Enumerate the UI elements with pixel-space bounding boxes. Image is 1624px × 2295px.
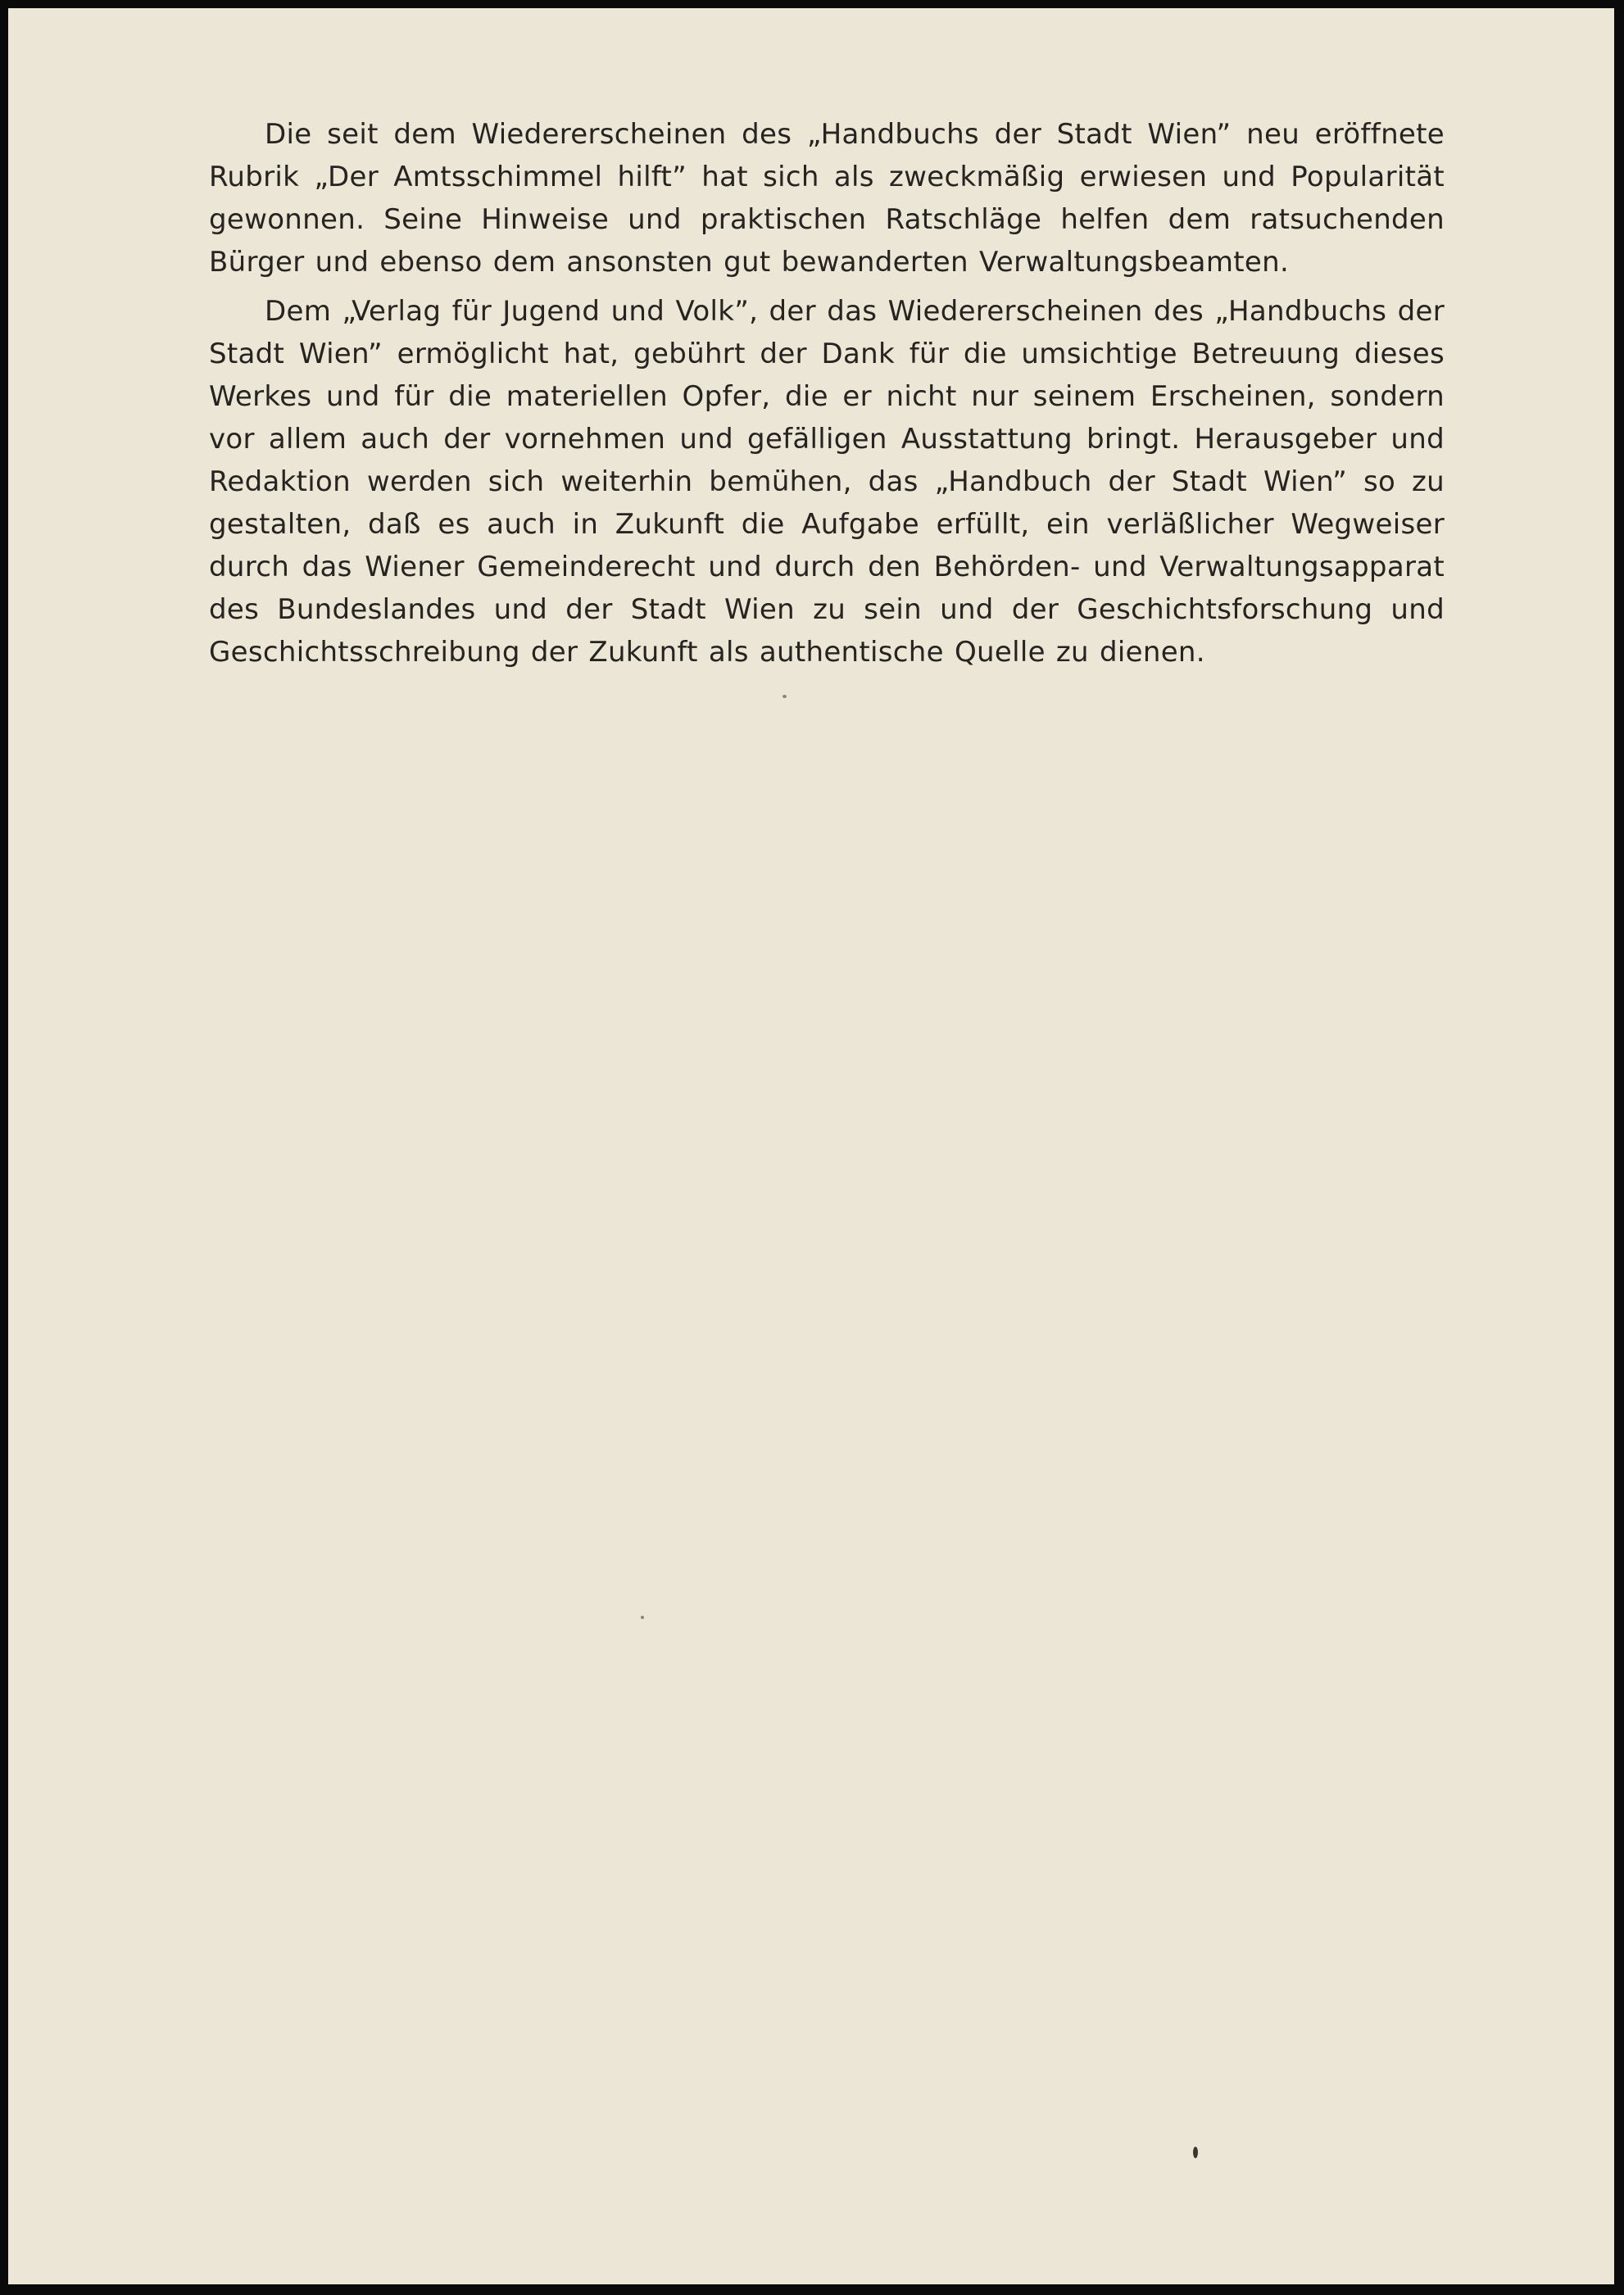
paragraph-1: Die seit dem Wiedererscheinen des „Handbuchs der Stadt Wien” neu eröffnete Rubrik „Der Amtsschimmel hilft” hat sich als zweckmäßig erwiesen und Popularität gewonnen. Seine Hinweise und praktischen Ratschläge helfen dem ratsuchenden Bürger und ebenso dem ansonsten gut bewanderten Verwaltungsbeamten.	[209, 118, 1445, 279]
paper-speck	[641, 1616, 644, 1619]
body-text	[209, 113, 1445, 680]
paper-speck	[1193, 2147, 1198, 2158]
document-page	[8, 8, 1614, 2284]
paper-speck	[783, 695, 787, 698]
paragraph-2: Dem „Verlag für Jugend und Volk”, der das Wiedererscheinen des „Handbuchs der Stadt Wien” ermöglicht hat, gebührt der Dank für die umsichtige Betreuung dieses Werkes und für die materiellen Opfer, die er nicht nur seinem Erscheinen, sondern vor allem auch der vornehmen und gefälligen Ausstattung bringt. Herausgeber und Redaktion werden sich weiterhin bemühen, das „Handbuch der Stadt Wien” so zu gestalten, daß es auch in Zukunft die Aufgabe erfüllt, ein verläßlicher Wegweiser durch das Wiener Gemeinderecht und durch den Behörden- und Verwaltungsapparat des Bundeslandes und der Stadt Wien zu sein und der Geschichtsforschung und Geschichtsschreibung der Zukunft als authentische Quelle zu dienen.	[209, 295, 1445, 669]
